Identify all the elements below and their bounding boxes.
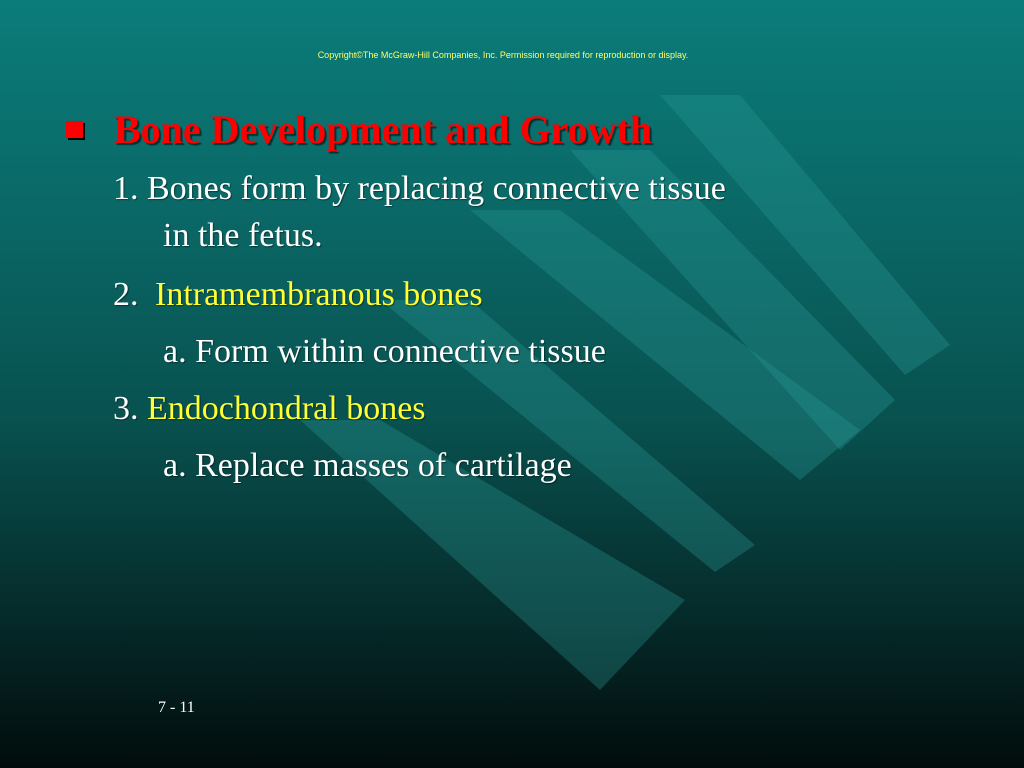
item-1-number: 1. [113,170,139,207]
slide-number: 7 - 11 [158,699,195,716]
copyright-notice: Copyright©The McGraw-Hill Companies, Inc. Permission required for reproduction or display. [317,50,689,60]
item-2-text: Intramembranous bones [155,276,483,313]
item-1-line-2: in the fetus. [163,217,323,254]
item-2-subitem: a. Form within connective tissue [163,333,606,370]
square-bullet-icon [66,121,83,138]
slide-title: Bone Development and Growth [114,107,653,152]
item-3-text: Endochondral bones [147,390,426,427]
item-2-line [113,276,483,314]
item-1-text: Bones form by replacing connective tissue [147,170,726,207]
item-3-subitem: a. Replace masses of cartilage [163,447,572,484]
item-2-number: 2. [113,276,139,313]
item-1-line-1 [113,170,726,208]
item-3-line [113,390,426,428]
item-3-number: 3. [113,390,139,427]
